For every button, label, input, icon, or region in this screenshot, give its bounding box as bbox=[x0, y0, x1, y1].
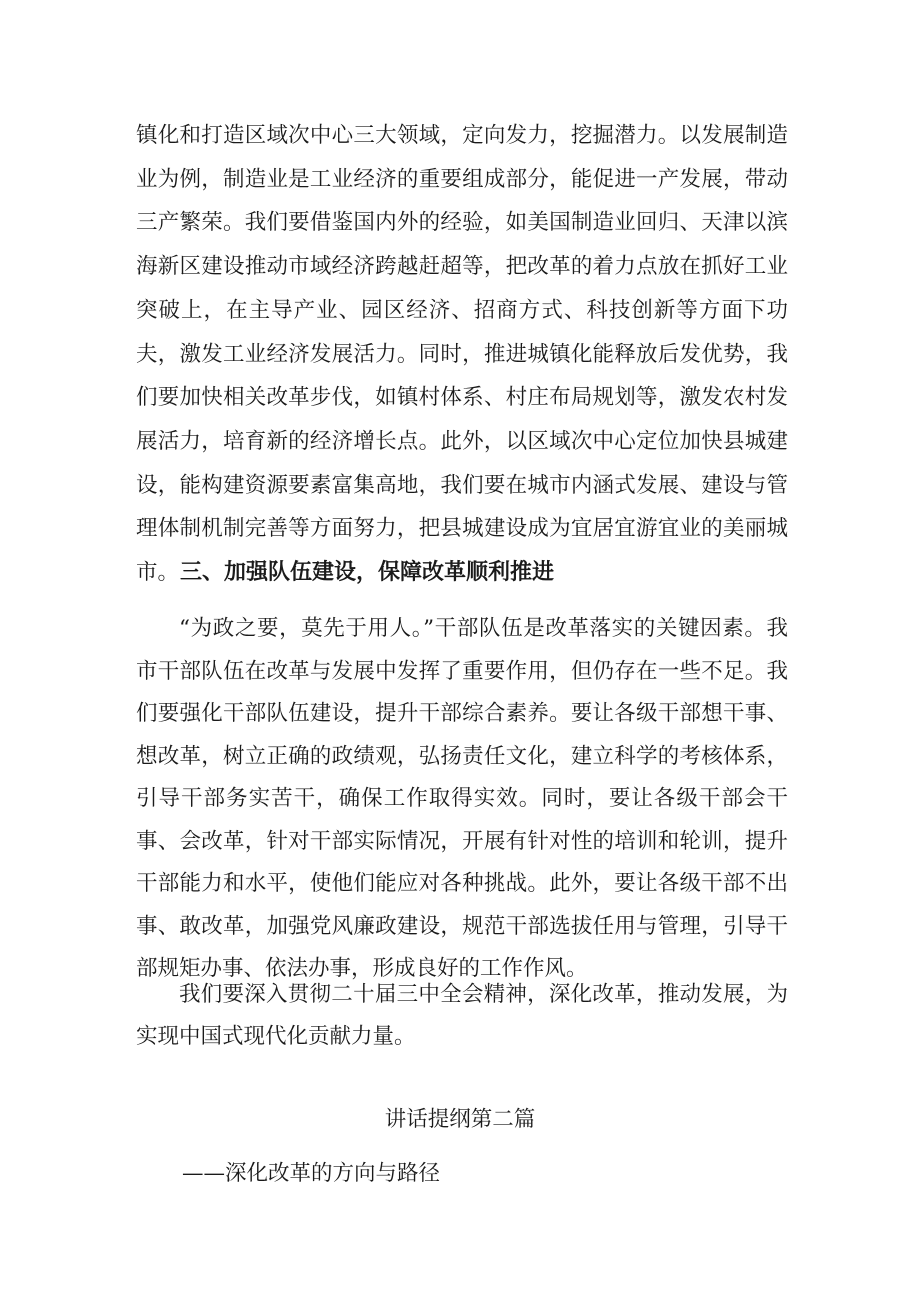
section-heading-team-building: 三、加强队伍建设，保障改革顺利推进 bbox=[180, 560, 555, 585]
speech-outline-title: 讲话提纲第二篇 bbox=[384, 1107, 536, 1132]
paragraph-cadre-team: “为政之要，莫先于用人。”干部队伍是改革落实的关键因素。我市干部队伍在改革与发展中发挥了重要作用，但仍存在一些不足。我们要强化干部队伍建设，提升干部综合素养。要让各级干部想干事、想改革，树立正确的政绩观，弘扬责任文化，建立科学的考核体系，引导干部务实苦干，确保工作取得实效。同时，要让各级干部会干事、会改革，针对干部实际情况，开展有针对性的培训和轮训，提升干部能力和水平，使他们能应对各种挑战。此外，要让各级干部不出事、敢改革，加强党风廉政建设，规范干部选拔任用与管理，引导干部规矩办事、依法办事，形成良好的工作作风。 bbox=[136, 616, 788, 981]
paragraph-manufacturing-urbanization: 镇化和打造区域次中心三大领域，定向发力，挖掘潜力。以发展制造业为例，制造业是工业经济的重要组成部分，能促进一产发展，带动三产繁荣。我们要借鉴国内外的经验，如美国制造业回归、天津以滨海新区建设推动市域经济跨越赶超等，把改革的着力点放在抓好工业突破上，在主导产业、园区经济、招商方式、科技创新等方面下功夫，激发工业经济发展活力。同时，推进城镇化能释放后发优势，我们要加快相关改革步伐，如镇村体系、村庄布局规划等，激发农村发展活力，培育新的经济增长点。此外，以区域次中心定位加快县城建设，能构建资源要素富集高地，我们要在城市内涵式发展、建设与管理体制机制完善等方面努力，把县城建设成为宜居宜游宜业的美丽城市。 bbox=[136, 123, 788, 586]
paragraph-conclusion: 我们要深入贯彻二十届三中全会精神，深化改革，推动发展，为实现中国式现代化贡献力量。 bbox=[136, 982, 788, 1049]
speech-outline-subtitle: ——深化改革的方向与路径 bbox=[182, 1161, 441, 1186]
